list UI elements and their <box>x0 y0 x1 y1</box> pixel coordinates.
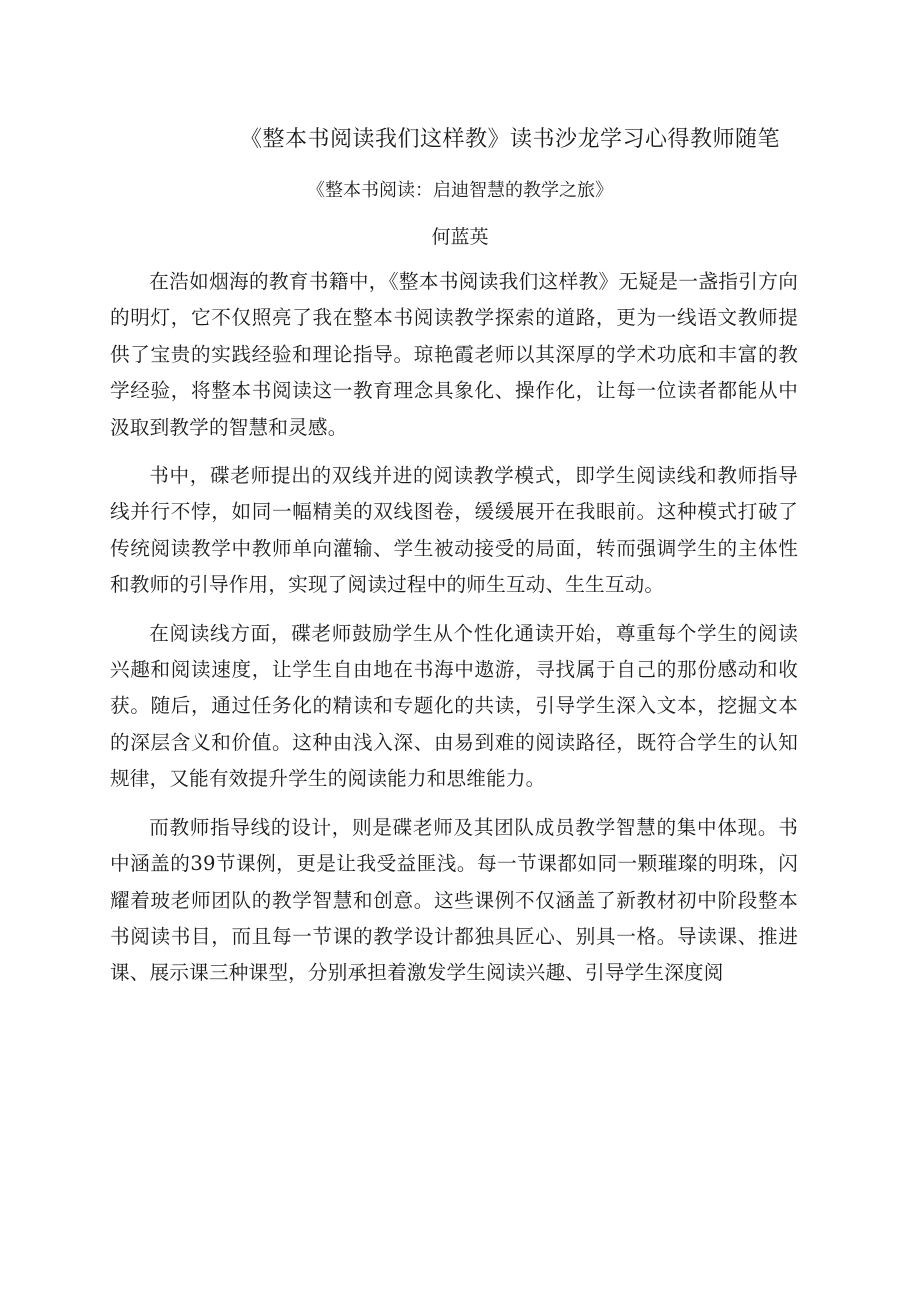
author-name: 何蓝英 <box>431 226 489 248</box>
document-title: 《整本书阅读我们这样教》读书沙龙学习心得教师随笔 <box>239 127 780 152</box>
document-subtitle: 《整本书阅读：启迪智慧的教学之旅》 <box>307 180 613 201</box>
paragraph: 在阅读线方面，碟老师鼓励学生从个性化通读开始，尊重每个学生的阅读兴趣和阅读速度，让学生自由地在书海中遨游，寻找属于自己的那份感动和收获。随后，通过任务化的精读和专题化的共读，引导学生深入文本，挖掘文本的深层含义和价值。这种由浅入深、由易到难的阅读路径，既符合学生的认知规律，又能有效提升学生的阅读能力和思维能力。 <box>110 621 798 791</box>
paragraph: 在浩如烟海的教育书籍中，《整本书阅读我们这样教》无疑是一盏指引方向的明灯，它不仅照亮了我在整本书阅读教学探索的道路，更为一线语文教师提供了宝贵的实践经验和理论指导。琼艳霞老师以其深厚的学术功底和丰富的教学经验，将整本书阅读这一教育理念具象化、操作化，让每一位读者都能从中汲取到教学的智慧和灵感。 <box>110 270 798 439</box>
paragraph: 而教师指导线的设计，则是碟老师及其团队成员教学智慧的集中体现。书中涵盖的39节课例，更是让我受益匪浅。每一节课都如同一颗璀璨的明珠，闪耀着玻老师团队的教学智慧和创意。这些课例不仅涵盖了新教材初中阶段整本书阅读书目，而且每一节课的教学设计都独具匠心、别具一格。导读课、推进课、展示课三种课型，分别承担着激发学生阅读兴趣、引导学生深度阅 <box>110 815 798 985</box>
paragraph: 书中，碟老师提出的双线并进的阅读教学模式，即学生阅读线和教师指导线并行不悖，如同一幅精美的双线图卷，缓缓展开在我眼前。这种模式打破了传统阅读教学中教师单向灌输、学生被动接受的局面，转而强调学生的主体性和教师的引导作用，实现了阅读过程中的师生互动、生生互动。 <box>110 464 798 597</box>
article-body <box>110 264 798 1004</box>
